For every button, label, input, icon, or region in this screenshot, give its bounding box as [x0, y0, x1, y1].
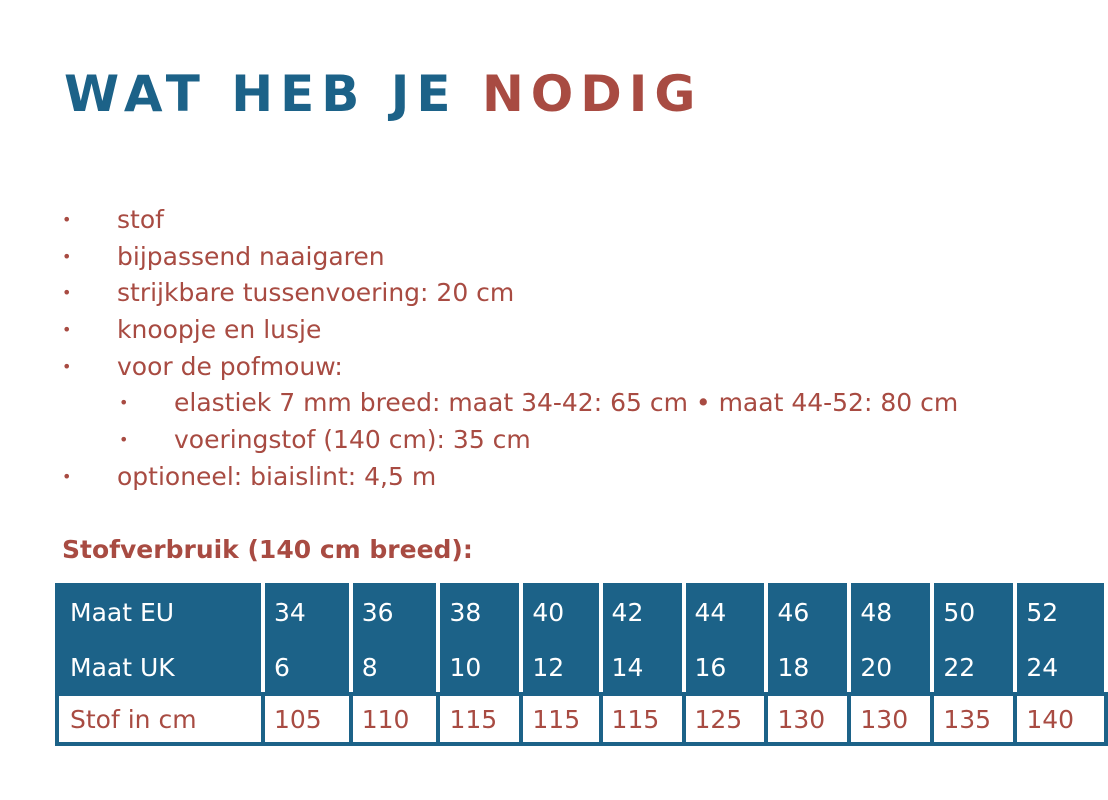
page-title-part1: WAT HEB JE	[64, 65, 458, 123]
table-cell: 110	[351, 694, 439, 744]
table-cell: 135	[932, 694, 1015, 744]
table-cell: 115	[521, 694, 600, 744]
table-row-fabric	[57, 694, 1106, 744]
table-cell: 46	[766, 585, 849, 640]
table-cell: 38	[438, 585, 521, 640]
sub-list-item-text: voeringstof (140 cm): 35 cm	[174, 425, 531, 455]
table-cell: 16	[684, 640, 767, 694]
fabric-size-table	[55, 583, 1108, 746]
list-item-text: voor de pofmouw:	[117, 351, 343, 381]
table-cell: 14	[601, 640, 684, 694]
bullet-icon: •	[119, 393, 129, 413]
table-cell: 20	[849, 640, 932, 694]
table-cell: 105	[263, 694, 351, 744]
table-cell: 130	[849, 694, 932, 744]
table-row-uk	[57, 640, 1106, 694]
page-title-part2: NODIG	[481, 65, 703, 123]
table-cell: 130	[766, 694, 849, 744]
sub-list-item-text: elastiek 7 mm breed: maat 34-42: 65 cm • maat 44-52: 80 cm	[174, 388, 959, 418]
table-cell: 36	[351, 585, 439, 640]
table-cell: 115	[601, 694, 684, 744]
list-item-text: knoopje en lusje	[117, 315, 322, 345]
table-cell: 6	[263, 640, 351, 694]
table-cell: 18	[766, 640, 849, 694]
bullet-icon: •	[62, 246, 72, 266]
table-cell: 140	[1015, 694, 1106, 744]
bullet-icon: •	[62, 356, 72, 376]
table-cell: 10	[438, 640, 521, 694]
table-cell: 12	[521, 640, 600, 694]
bullet-icon: •	[62, 210, 72, 229]
table-cell: 115	[438, 694, 521, 744]
table-cell: 34	[263, 585, 351, 640]
table-cell: 52	[1015, 585, 1106, 640]
bullet-icon: •	[62, 320, 72, 340]
list-item-text: optioneel: biaislint: 4,5 m	[117, 461, 437, 491]
list-item-text: strijkbare tussenvoering: 20 cm	[117, 278, 515, 308]
table-cell: 24	[1015, 640, 1106, 694]
bullet-icon: •	[119, 430, 129, 450]
row-label: Maat EU	[57, 585, 263, 640]
table-cell: 50	[932, 585, 1015, 640]
table-cell: 48	[849, 585, 932, 640]
list-item-text: stof	[117, 205, 164, 234]
table-cell: 8	[351, 640, 439, 694]
table-cell: 22	[932, 640, 1015, 694]
bullet-icon: •	[62, 466, 72, 486]
table-title: Stofverbruik (140 cm breed):	[62, 535, 473, 564]
row-label: Stof in cm	[57, 694, 263, 744]
list-item-text: bijpassend naaigaren	[117, 241, 385, 271]
table-cell: 42	[601, 585, 684, 640]
bullet-icon: •	[62, 283, 72, 303]
page-title	[64, 62, 702, 126]
table-cell: 40	[521, 585, 600, 640]
table-row-eu	[57, 585, 1106, 640]
table-cell: 125	[684, 694, 767, 744]
table-cell: 44	[684, 585, 767, 640]
row-label: Maat UK	[57, 640, 263, 694]
